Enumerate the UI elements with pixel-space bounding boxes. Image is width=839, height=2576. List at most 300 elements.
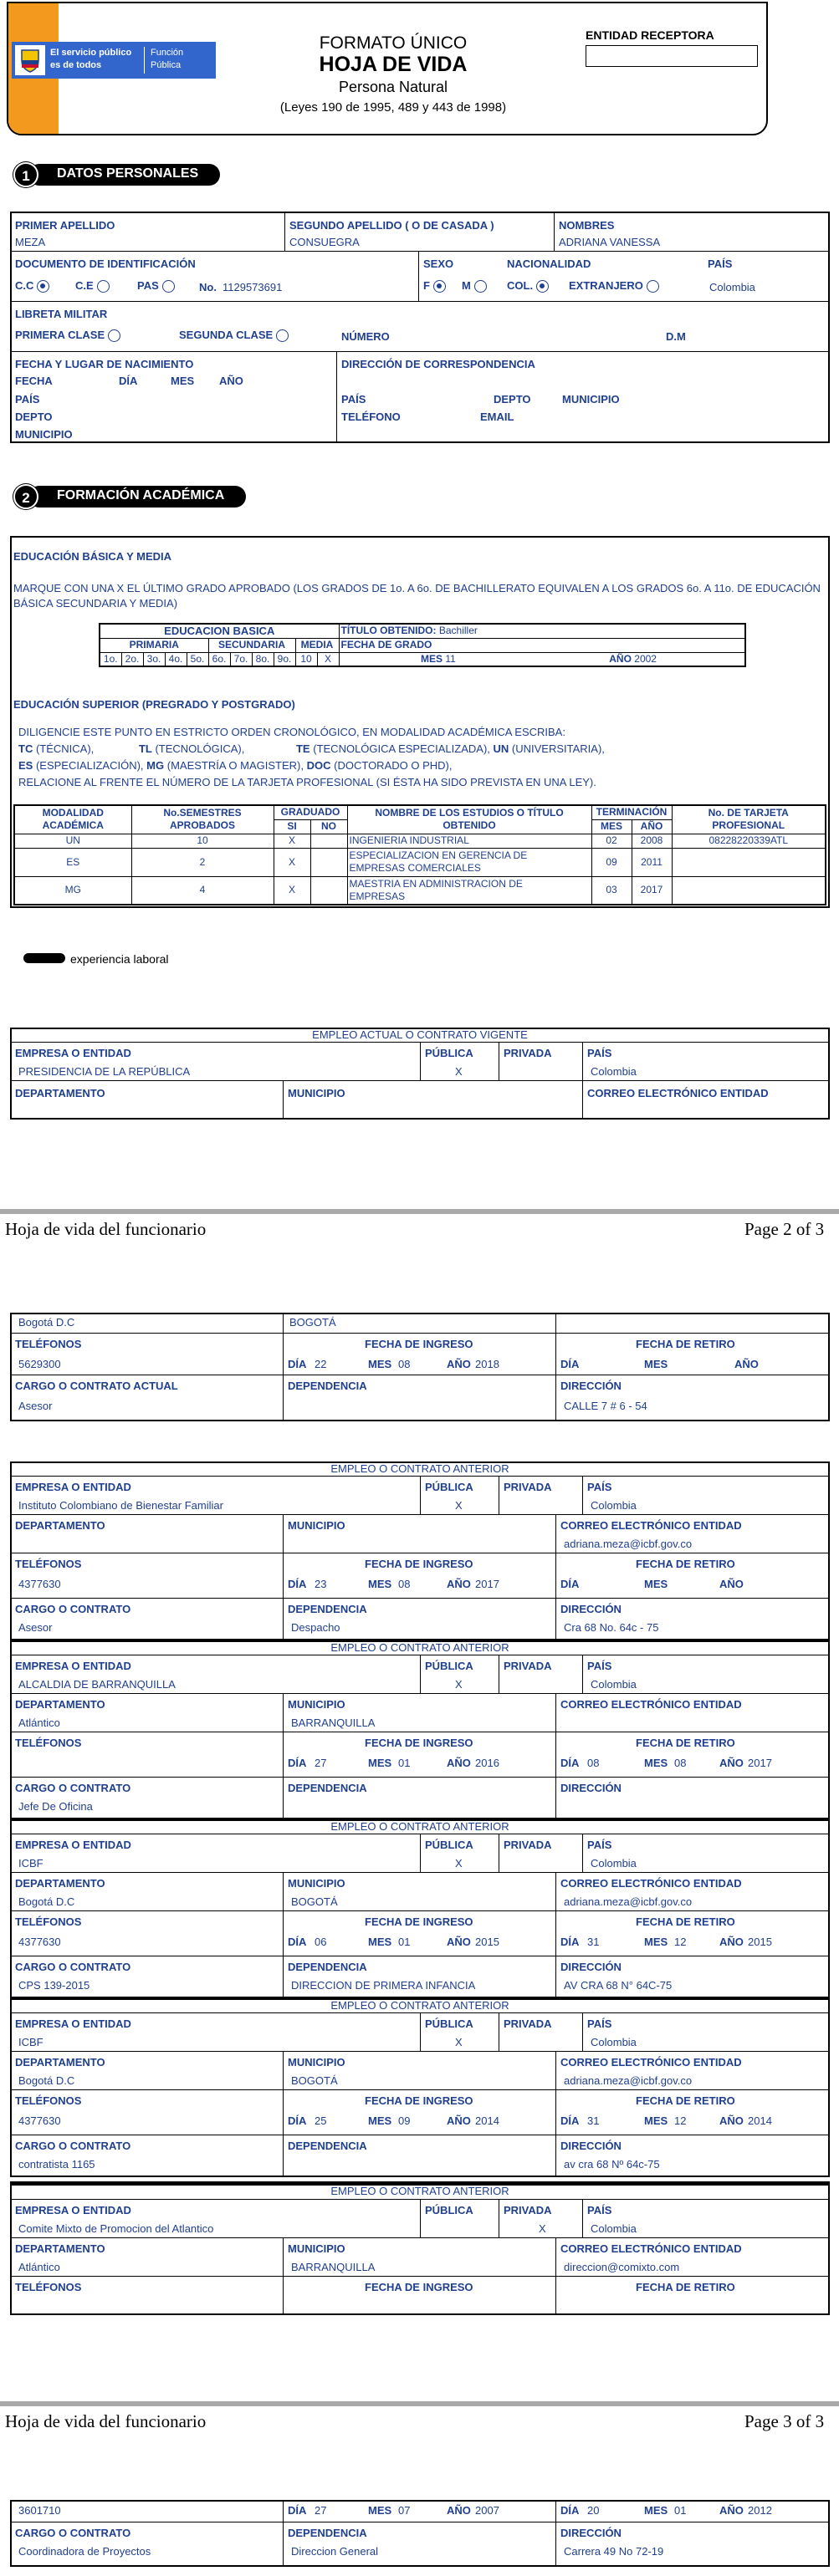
dependencia-value[interactable]: Despacho: [291, 1621, 340, 1634]
telefonos-value[interactable]: 4377630: [18, 1936, 61, 1948]
retiro-ano-value[interactable]: 2014: [748, 2114, 772, 2127]
empresa-label: EMPRESA O ENTIDAD: [15, 1481, 131, 1493]
direccion-value[interactable]: Cra 68 No. 64c - 75: [564, 1621, 659, 1634]
direccion-label: DIRECCIÓN: [560, 2140, 622, 2152]
footer-right: Page 3 of 3: [744, 2411, 825, 2431]
retiro-ano-label: AÑO: [719, 2114, 744, 2127]
nombre-estudios-header: NOMBRE DE LOS ESTUDIOS O TÍTULO OBTENIDO: [347, 805, 591, 834]
logo-text-line4: Pública: [151, 60, 182, 70]
retiro-mes-value[interactable]: 12: [674, 2114, 687, 2127]
cargo-value[interactable]: contratista 1165: [18, 2158, 95, 2170]
dependencia-label: DEPENDENCIA: [288, 1961, 367, 1973]
empresa-label: EMPRESA O ENTIDAD: [15, 1660, 131, 1672]
grado-cell[interactable]: 6o.: [208, 652, 230, 666]
municipio-correspondencia-label: MUNICIPIO: [562, 393, 620, 406]
nombre-cell[interactable]: INGENIERIA INDUSTRIAL: [347, 834, 591, 848]
empresa-value[interactable]: ICBF: [18, 1857, 43, 1870]
privada-value[interactable]: X: [539, 2222, 546, 2235]
grado-cell[interactable]: 4o.: [165, 652, 187, 666]
semestres-cell[interactable]: 4: [131, 876, 274, 905]
primer-apellido-label: PRIMER APELLIDO: [15, 219, 115, 232]
departamento-value[interactable]: Atlántico: [18, 1716, 60, 1729]
retiro-mes-label: MES: [644, 2114, 668, 2127]
direccion-label: DIRECCIÓN: [560, 1961, 622, 1973]
segunda-clase-option[interactable]: SEGUNDA CLASE: [179, 329, 289, 342]
email-label: EMAIL: [480, 411, 514, 423]
titulo-obtenido-cell: TÍTULO OBTENIDO: Bachiller: [339, 624, 745, 638]
telefonos-value[interactable]: 5629300: [18, 1358, 61, 1370]
fecha-ingreso-label: FECHA DE INGRESO: [365, 1338, 473, 1350]
graduado-header: GRADUADO: [274, 805, 347, 819]
dependencia-value[interactable]: Direccion General: [291, 2545, 379, 2558]
mes-cell[interactable]: 02: [591, 834, 632, 848]
correo-value[interactable]: direccion@comixto.com: [564, 2261, 680, 2273]
page-break-bar: [0, 2401, 839, 2406]
modalidad-cell[interactable]: UN: [14, 834, 131, 848]
cargo-label: CARGO O CONTRATO: [15, 2527, 131, 2539]
dependencia-value[interactable]: DIRECCION DE PRIMERA INFANCIA: [291, 1979, 476, 1992]
primera-clase-radio-icon[interactable]: [108, 329, 120, 342]
direccion-label: DIRECCIÓN: [560, 1380, 622, 1392]
doc-cc-radio-icon[interactable]: [37, 280, 49, 293]
retiro-dia-label: DÍA: [560, 1936, 580, 1948]
doc-cc-option[interactable]: C.C: [15, 279, 49, 293]
ingreso-dia-label: DÍA: [288, 2504, 307, 2517]
cargo-label: CARGO O CONTRATO: [15, 1603, 131, 1615]
nacionalidad-label: NACIONALIDAD: [507, 258, 591, 270]
ingreso-dia-value[interactable]: 22: [315, 1358, 327, 1370]
section1-number: 1: [13, 162, 38, 187]
ingreso-mes-value[interactable]: 08: [398, 1358, 411, 1370]
ingreso-ano-value[interactable]: 2016: [475, 1757, 499, 1769]
sexo-f-radio-icon[interactable]: [433, 280, 446, 293]
publica-label: PÚBLICA: [425, 2204, 473, 2216]
municipio-label: MUNICIPIO: [288, 2242, 345, 2255]
publica-value[interactable]: X: [455, 2036, 463, 2048]
ano-cell[interactable]: 2017: [632, 876, 672, 905]
retiro-ano-label: AÑO: [719, 1578, 744, 1590]
privada-label: PRIVADA: [504, 1660, 552, 1672]
correo-value[interactable]: adriana.meza@icbf.gov.co: [564, 1895, 693, 1908]
section1-title: DATOS PERSONALES: [28, 164, 220, 186]
no-cell[interactable]: [310, 834, 347, 848]
retiro-mes-label: MES: [644, 2504, 668, 2517]
form-title-line2: HOJA DE VIDA: [319, 53, 468, 76]
documento-label: DOCUMENTO DE IDENTIFICACIÓN: [15, 258, 196, 270]
modalidad-codes-1: TC (TÉCNICA), TL (TECNOLÓGICA), TE (TECNOLÓGICA ESPECIALIZADA), UN (UNIVERSITARIA),: [18, 742, 605, 755]
pais-value[interactable]: Colombia: [591, 1678, 637, 1691]
cargo-value[interactable]: Coordinadora de Proyectos: [18, 2545, 151, 2558]
direccion-correspondencia-label: DIRECCIÓN DE CORRESPONDENCIA: [341, 358, 535, 370]
retiro-dia-value[interactable]: 20: [587, 2504, 600, 2517]
retiro-ano-value[interactable]: 2017: [748, 1757, 772, 1769]
experiencia-laboral-cut: experiencia laboral: [70, 952, 169, 966]
mes-cell[interactable]: 09: [591, 848, 632, 876]
retiro-mes-value[interactable]: 08: [674, 1757, 687, 1769]
tarjeta-cell[interactable]: 08228220339ATL: [672, 834, 826, 848]
telefonos-value[interactable]: 4377630: [18, 2114, 61, 2127]
grado-cell[interactable]: 5o.: [187, 652, 208, 666]
empresa-label: EMPRESA O ENTIDAD: [15, 2017, 131, 2030]
modalidad-codes-2: ES (ESPECIALIZACIÓN), MG (MAESTRÍA O MAGISTER), DOC (DOCTORADO O PHD),: [18, 759, 453, 772]
superior-title: EDUCACIÓN SUPERIOR (PREGRADO Y POSTGRADO): [13, 698, 295, 711]
retiro-ano-label: AÑO: [734, 1358, 759, 1370]
municipio-label: MUNICIPIO: [288, 1519, 345, 1532]
no-header: NO: [310, 819, 347, 834]
ingreso-mes-label: MES: [368, 1936, 392, 1948]
doc-ce-option[interactable]: C.E: [75, 279, 110, 293]
semestres-cell[interactable]: 2: [131, 848, 274, 876]
retiro-dia-value[interactable]: 31: [587, 1936, 600, 1948]
pais-value[interactable]: Colombia: [591, 2222, 637, 2235]
municipio-label: MUNICIPIO: [288, 2056, 345, 2068]
grado-cell[interactable]: 3o.: [143, 652, 165, 666]
grado-cell[interactable]: 7o.: [230, 652, 252, 666]
pais-value[interactable]: Colombia: [591, 2036, 637, 2048]
nombre-cell[interactable]: ESPECIALIZACION EN GERENCIA DE EMPRESAS COMERCIALES: [347, 848, 591, 876]
retiro-dia-label: DÍA: [560, 1578, 580, 1590]
fecha-retiro-label: FECHA DE RETIRO: [636, 2281, 735, 2293]
pais-label: PAÍS: [587, 1047, 612, 1059]
empresa-value[interactable]: Instituto Colombiano de Bienestar Familiar: [18, 1499, 223, 1512]
grado-cell[interactable]: 10: [295, 652, 317, 666]
ano-cell[interactable]: 2011: [632, 848, 672, 876]
telefonos-label: TELÉFONOS: [15, 2094, 82, 2107]
si-cell[interactable]: X: [274, 876, 310, 905]
table-row: [14, 834, 826, 848]
departamento-value[interactable]: Bogotá D.C: [18, 1895, 75, 1908]
cargo-value[interactable]: Asesor: [18, 1400, 53, 1412]
correo-value[interactable]: adriana.meza@icbf.gov.co: [564, 2074, 693, 2087]
ingreso-dia-label: DÍA: [288, 2114, 307, 2127]
form-title-line3: Persona Natural: [338, 79, 448, 95]
dependencia-label: DEPENDENCIA: [288, 2527, 367, 2539]
municipio-nacimiento-label: MUNICIPIO: [15, 428, 73, 441]
ingreso-mes-value[interactable]: 01: [398, 1757, 411, 1769]
publica-label: PÚBLICA: [425, 1660, 473, 1672]
ingreso-ano-value[interactable]: 2014: [475, 2114, 499, 2127]
ingreso-dia-value[interactable]: 23: [315, 1578, 327, 1590]
basica-title: EDUCACIÓN BÁSICA Y MEDIA: [13, 550, 172, 563]
direccion-label: DIRECCIÓN: [560, 2527, 622, 2539]
ingreso-ano-value[interactable]: 2015: [475, 1936, 499, 1948]
ingreso-ano-label: AÑO: [447, 2504, 471, 2517]
retiro-dia-label: DÍA: [560, 1757, 580, 1769]
sexo-m-radio-icon[interactable]: [474, 280, 487, 293]
doc-number-label: No.: [199, 281, 217, 293]
direccion-label: DIRECCIÓN: [560, 1603, 622, 1615]
segundo-apellido-label: SEGUNDO APELLIDO ( O DE CASADA ): [289, 219, 494, 232]
ingreso-dia-value[interactable]: 06: [315, 1936, 327, 1948]
cargo-label: CARGO O CONTRATO: [15, 1961, 131, 1973]
privada-label: PRIVADA: [504, 1839, 552, 1851]
empleo-actual-title: EMPLEO ACTUAL O CONTRATO VIGENTE: [312, 1028, 528, 1041]
municipio-value[interactable]: BOGOTÁ: [291, 1895, 338, 1908]
ingreso-mes-label: MES: [368, 2114, 392, 2127]
telefonos-label: TELÉFONOS: [15, 1338, 82, 1350]
pais-value[interactable]: Colombia: [709, 281, 755, 293]
nombre-cell[interactable]: MAESTRIA EN ADMINISTRACION DE EMPRESAS: [347, 876, 591, 905]
ingreso-ano-label: AÑO: [447, 1936, 471, 1948]
pais-correspondencia-label: PAÍS: [341, 393, 366, 406]
empresa-value[interactable]: ALCALDIA DE BARRANQUILLA: [18, 1678, 176, 1691]
numero-label: NÚMERO: [341, 330, 390, 343]
retiro-ano-value[interactable]: 2015: [748, 1936, 772, 1948]
primera-clase-option[interactable]: PRIMERA CLASE: [15, 329, 120, 342]
si-cell[interactable]: X: [274, 848, 310, 876]
direccion-value[interactable]: AV CRA 68 N° 64C-75: [564, 1979, 673, 1992]
dia-label: DÍA: [119, 375, 138, 387]
empleo-anterior-title: EMPLEO O CONTRATO ANTERIOR: [330, 1462, 509, 1475]
correo-value[interactable]: adriana.meza@icbf.gov.co: [564, 1538, 693, 1550]
departamento-label: DEPARTAMENTO: [15, 1877, 105, 1890]
fecha-ingreso-label: FECHA DE INGRESO: [365, 2281, 473, 2293]
grado-cell[interactable]: 2o.: [121, 652, 143, 666]
pais-nacimiento-label: PAÍS: [15, 393, 40, 406]
section2-number: 2: [13, 484, 38, 509]
table-row: [14, 876, 826, 905]
fecha-retiro-label: FECHA DE RETIRO: [636, 1558, 735, 1570]
departamento-value[interactable]: Atlántico: [18, 2261, 60, 2273]
departamento-label: DEPARTAMENTO: [15, 1519, 105, 1532]
pais-value[interactable]: Colombia: [591, 1857, 637, 1870]
si-cell[interactable]: X: [274, 834, 310, 848]
grado-ano-cell[interactable]: AÑO 2002: [521, 652, 745, 666]
correo-label: CORREO ELECTRÓNICO ENTIDAD: [587, 1087, 769, 1099]
ingreso-ano-value[interactable]: 2018: [475, 1358, 499, 1370]
tarjeta-cell[interactable]: [672, 876, 826, 905]
telefonos-value[interactable]: 3601710: [18, 2504, 61, 2517]
doc-pas-radio-icon[interactable]: [162, 280, 175, 293]
telefonos-value[interactable]: 4377630: [18, 1578, 61, 1590]
dependencia-label: DEPENDENCIA: [288, 1603, 367, 1615]
tarjeta-cell[interactable]: [672, 848, 826, 876]
telefonos-label: TELÉFONOS: [15, 1915, 82, 1928]
municipio-value[interactable]: BARRANQUILLA: [291, 1716, 376, 1729]
ingreso-mes-label: MES: [368, 1757, 392, 1769]
pais-label: PAÍS: [587, 1481, 612, 1493]
retiro-mes-label: MES: [644, 1757, 668, 1769]
dm-label: D.M: [666, 330, 686, 343]
retiro-dia-value[interactable]: 08: [587, 1757, 600, 1769]
ingreso-dia-value[interactable]: 25: [315, 2114, 327, 2127]
fecha-ingreso-label: FECHA DE INGRESO: [365, 1558, 473, 1570]
privada-label: PRIVADA: [504, 2204, 552, 2216]
retiro-ano-value[interactable]: 2012: [748, 2504, 772, 2517]
empresa-label: EMPRESA O ENTIDAD: [15, 1047, 131, 1059]
ingreso-mes-label: MES: [368, 2504, 392, 2517]
publica-label: PÚBLICA: [425, 1047, 473, 1059]
correo-label: CORREO ELECTRÓNICO ENTIDAD: [560, 2056, 742, 2068]
doc-number-value[interactable]: 1129573691: [223, 281, 283, 293]
retiro-mes-label: MES: [644, 1578, 668, 1590]
depto-value[interactable]: Bogotá D.C: [18, 1316, 75, 1329]
modalidad-cell[interactable]: MG: [14, 876, 131, 905]
media-header: MEDIA: [295, 638, 339, 652]
nac-ext-option[interactable]: EXTRANJERO: [569, 279, 659, 293]
municipio-label: MUNICIPIO: [288, 1698, 345, 1711]
cargo-value[interactable]: CPS 139-2015: [18, 1979, 90, 1992]
retiro-mes-value[interactable]: 12: [674, 1936, 687, 1948]
ingreso-ano-label: AÑO: [447, 1578, 471, 1590]
ingreso-dia-label: DÍA: [288, 1936, 307, 1948]
doc-pas-option[interactable]: PAS: [137, 279, 175, 293]
ano-cell[interactable]: 2008: [632, 834, 672, 848]
retiro-ano-label: AÑO: [719, 1936, 744, 1948]
retiro-ano-label: AÑO: [719, 1757, 744, 1769]
direccion-value[interactable]: CALLE 7 # 6 - 54: [564, 1400, 647, 1412]
logo-text-line3: Función: [151, 48, 184, 58]
fecha-ingreso-label: FECHA DE INGRESO: [365, 1737, 473, 1749]
ano-header: AÑO: [632, 819, 672, 834]
retiro-mes-value[interactable]: 01: [674, 2504, 687, 2517]
entidad-receptora-label: ENTIDAD RECEPTORA: [586, 28, 714, 42]
ingreso-mes-value[interactable]: 08: [398, 1578, 411, 1590]
table-row: [14, 848, 826, 876]
correo-label: CORREO ELECTRÓNICO ENTIDAD: [560, 1877, 742, 1890]
privada-label: PRIVADA: [504, 1047, 552, 1059]
ingreso-ano-label: AÑO: [447, 2114, 471, 2127]
sexo-f-option[interactable]: F: [423, 279, 446, 293]
semestres-header: No.SEMESTRES APROBADOS: [131, 805, 274, 834]
ingreso-ano-value[interactable]: 2007: [475, 2504, 499, 2517]
fecha-lugar-label: FECHA Y LUGAR DE NACIMIENTO: [15, 358, 194, 370]
retiro-dia-label: DÍA: [560, 1358, 580, 1370]
municipio-value[interactable]: BOGOTÁ: [291, 2074, 338, 2087]
empresa-label: EMPRESA O ENTIDAD: [15, 2204, 131, 2216]
basica-instructions: MARQUE CON UNA X EL ÚLTIMO GRADO APROBADO (LOS GRADOS DE 1o. A 6o. DE BACHILLERATO EQUIVALEN A LOS GRADOS 6o. A 11o. DE EDUCACIÓN BÁSICA SECUNDARIA Y MEDIA): [13, 582, 821, 610]
pais-label: PAÍS: [708, 258, 733, 270]
libreta-militar-label: LIBRETA MILITAR: [15, 308, 108, 320]
empresa-value[interactable]: Comite Mixto de Promocion del Atlantico: [18, 2222, 214, 2235]
direccion-label: DIRECCIÓN: [560, 1782, 622, 1794]
fecha-retiro-label: FECHA DE RETIRO: [636, 1915, 735, 1928]
depto-correspondencia-label: DEPTO: [494, 393, 531, 406]
segundo-apellido-value[interactable]: CONSUEGRA: [289, 236, 360, 248]
nac-col-radio-icon[interactable]: [536, 280, 549, 293]
grado-mes-cell[interactable]: MES 11: [356, 652, 522, 666]
municipio-value[interactable]: BOGOTÁ: [289, 1316, 336, 1329]
nombres-label: NOMBRES: [559, 219, 615, 232]
empresa-value[interactable]: ICBF: [18, 2036, 43, 2048]
retiro-mes-label: MES: [644, 1936, 668, 1948]
pais-value[interactable]: Colombia: [591, 1499, 637, 1512]
ingreso-ano-label: AÑO: [447, 1757, 471, 1769]
no-cell[interactable]: [310, 848, 347, 876]
ingreso-dia-value[interactable]: 27: [315, 2504, 327, 2517]
nac-col-option[interactable]: COL.: [507, 279, 549, 293]
logo-text-line1: El servicio público: [50, 48, 132, 58]
grado-cell[interactable]: 1o.: [100, 652, 121, 666]
departamento-value[interactable]: Bogotá D.C: [18, 2074, 75, 2087]
footer-left: Hoja de vida del funcionario: [5, 1219, 207, 1239]
telefonos-label: TELÉFONOS: [15, 1558, 82, 1570]
pais-value[interactable]: Colombia: [591, 1065, 637, 1078]
modalidad-cell[interactable]: ES: [14, 848, 131, 876]
publica-value[interactable]: X: [455, 1065, 463, 1078]
cargo-label: CARGO O CONTRATO ACTUAL: [15, 1380, 178, 1392]
ingreso-mes-value[interactable]: 07: [398, 2504, 411, 2517]
retiro-dia-value[interactable]: 31: [587, 2114, 600, 2127]
empleo-anterior-title: EMPLEO O CONTRATO ANTERIOR: [330, 1999, 509, 2012]
modalidad-header: MODALIDAD ACADÉMICA: [14, 805, 131, 834]
primer-apellido-value[interactable]: MEZA: [15, 236, 46, 248]
pais-label: PAÍS: [587, 2204, 612, 2216]
retiro-mes-label: MES: [644, 1358, 668, 1370]
ingreso-mes-value[interactable]: 01: [398, 1936, 411, 1948]
ingreso-dia-label: DÍA: [288, 1358, 307, 1370]
empleo-actual-cont-box: [10, 1313, 830, 1421]
mes-cell[interactable]: 03: [591, 876, 632, 905]
fecha-retiro-label: FECHA DE RETIRO: [636, 1338, 735, 1350]
direccion-value[interactable]: Carrera 49 No 72-19: [564, 2545, 664, 2558]
fecha-retiro-label: FECHA DE RETIRO: [636, 2094, 735, 2107]
section3-cut-icon: [23, 953, 65, 963]
pais-label: PAÍS: [587, 1839, 612, 1851]
cargo-value[interactable]: Asesor: [18, 1621, 53, 1634]
nombres-value[interactable]: ADRIANA VANESSA: [559, 236, 661, 248]
grado-cell[interactable]: 9o.: [274, 652, 295, 666]
government-logo: [12, 42, 216, 79]
ano-label: AÑO: [219, 375, 243, 387]
nac-ext-radio-icon[interactable]: [647, 280, 659, 293]
educacion-basica-table: [99, 623, 746, 667]
publica-label: PÚBLICA: [425, 1481, 473, 1493]
publica-value[interactable]: X: [455, 1499, 463, 1512]
empresa-label: EMPRESA O ENTIDAD: [15, 1839, 131, 1851]
cargo-value[interactable]: Jefe De Oficina: [18, 1800, 93, 1813]
ingreso-mes-value[interactable]: 09: [398, 2114, 411, 2127]
pais-label: PAÍS: [587, 1660, 612, 1672]
telefonos-label: TELÉFONOS: [15, 2281, 82, 2293]
ingreso-ano-value[interactable]: 2017: [475, 1578, 499, 1590]
empresa-value[interactable]: PRESIDENCIA DE LA REPÚBLICA: [18, 1065, 191, 1078]
entidad-receptora-field[interactable]: [586, 45, 758, 67]
departamento-label: DEPARTAMENTO: [15, 2056, 105, 2068]
municipio-value[interactable]: BARRANQUILLA: [291, 2261, 376, 2273]
fecha-ingreso-label: FECHA DE INGRESO: [365, 1915, 473, 1928]
departamento-label: DEPARTAMENTO: [15, 2242, 105, 2255]
sexo-m-option[interactable]: M: [462, 279, 487, 293]
ingreso-dia-value[interactable]: 27: [315, 1757, 327, 1769]
no-cell[interactable]: [310, 876, 347, 905]
correo-label: CORREO ELECTRÓNICO ENTIDAD: [560, 2242, 742, 2255]
grado-cell[interactable]: X: [317, 652, 339, 666]
page-break-bar: [0, 1209, 839, 1214]
retiro-ano-label: AÑO: [719, 2504, 744, 2517]
departamento-label: DEPARTAMENTO: [15, 1698, 105, 1711]
semestres-cell[interactable]: 10: [131, 834, 274, 848]
publica-value[interactable]: X: [455, 1678, 463, 1691]
telefono-label: TELÉFONO: [341, 411, 401, 423]
privada-label: PRIVADA: [504, 2017, 552, 2030]
retiro-dia-label: DÍA: [560, 2114, 580, 2127]
direccion-value[interactable]: av cra 68 Nº 64c-75: [564, 2158, 660, 2170]
ingreso-mes-label: MES: [368, 1358, 392, 1370]
segunda-clase-radio-icon[interactable]: [276, 329, 289, 342]
grado-cell[interactable]: 8o.: [252, 652, 274, 666]
empleo-anterior-title: EMPLEO O CONTRATO ANTERIOR: [330, 1820, 509, 1833]
publica-value[interactable]: X: [455, 1857, 463, 1870]
primaria-header: PRIMARIA: [100, 638, 208, 652]
doc-ce-radio-icon[interactable]: [97, 280, 110, 293]
dependencia-label: DEPENDENCIA: [288, 1380, 367, 1392]
form-title-line4: (Leyes 190 de 1995, 489 y 443 de 1998): [279, 100, 507, 115]
depto-nacimiento-label: DEPTO: [15, 411, 53, 423]
empleo-anterior-5-title: EMPLEO O CONTRATO ANTERIOR: [330, 2185, 509, 2197]
grado-fecha-spacer: [339, 652, 356, 666]
ingreso-dia-label: DÍA: [288, 1578, 307, 1590]
